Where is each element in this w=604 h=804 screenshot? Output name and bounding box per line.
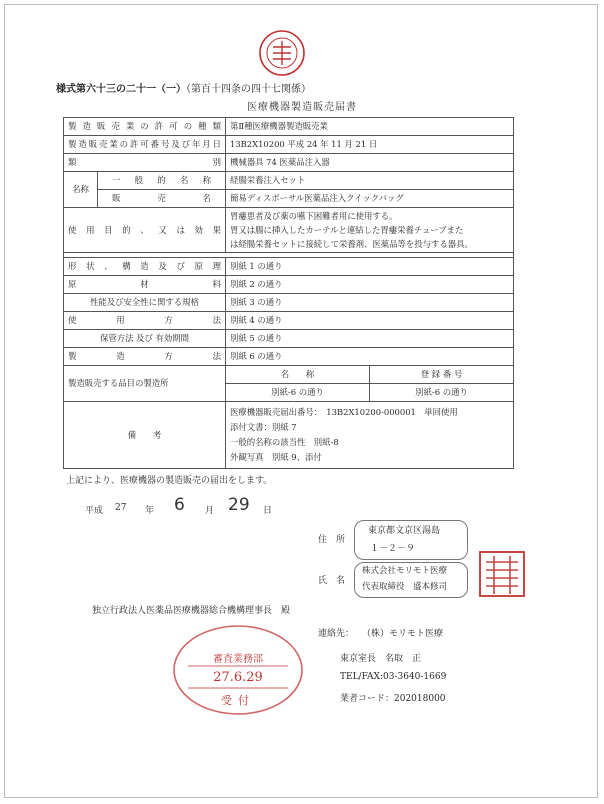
document-title: 医療機器製造販売届書 <box>247 102 357 113</box>
row-generic-name <box>64 172 514 190</box>
permit-number-value: 13B2X10200 平成 24 年 11 月 21 日 <box>226 136 514 154</box>
category-value: 機械器具 74 医薬品注入器 <box>226 154 514 172</box>
usage-label: 使用方法 <box>64 312 226 330</box>
addressee: 独立行政法人医薬品医療機器総合機構理事長 殿 <box>92 606 291 616</box>
form-number: 様式第六十三の二十一（一）（第百十四条の四十七関係） <box>56 84 311 95</box>
name-label: 名称 <box>64 172 98 208</box>
row-manufacturer-header <box>64 366 514 384</box>
representative-name: 代表取締役 盛本修司 <box>362 582 448 592</box>
row-usage <box>64 312 514 330</box>
contact-label: 連絡先： <box>318 629 355 639</box>
row-sales-name <box>64 190 514 208</box>
generic-name-value: 経腸栄養注入セット <box>226 172 514 190</box>
declaration-text: 上記により、医療機器の製造販売の届出をします。 <box>66 476 273 486</box>
purpose-line: 胃瘻患者及び薬の嚥下困難者用に使用する。 <box>230 211 398 221</box>
manufacturing-label: 製造方法 <box>64 348 226 366</box>
purpose-label: 使用目的、又は効果 <box>64 208 226 253</box>
row-shape <box>64 258 514 276</box>
contact-company: （株）モリモト医療 <box>362 629 444 639</box>
purpose-value <box>226 208 514 253</box>
address-line1: 東京都文京区湯島 <box>368 526 441 536</box>
date-month-unit: 月 <box>205 506 215 516</box>
manufacturer-reg-header: 登 録 番 号 <box>370 366 514 384</box>
manufacturer-name-header: 名 称 <box>226 366 370 384</box>
top-seal-stamp <box>256 27 308 79</box>
contact-tel: TEL/FAX:03-3640-1669 <box>340 672 447 682</box>
row-performance <box>64 294 514 312</box>
address-label: 住 所 <box>318 535 346 545</box>
sales-name-label: 販売名 <box>98 190 226 208</box>
storage-label: 保管方法 及び 有効期間 <box>64 330 226 348</box>
date-year: 27 <box>115 503 127 513</box>
stamp-received: 受付 <box>221 694 255 707</box>
address-line2: １－２－９ <box>370 544 416 554</box>
remark-line: 添付文書：別紙 7 <box>230 422 297 432</box>
remarks-value <box>226 402 514 469</box>
remarks-label: 備 考 <box>64 402 226 469</box>
shape-label: 形状、構造及び原理 <box>64 258 226 276</box>
row-permit-number <box>64 136 514 154</box>
permit-number-label: 製造販売業の許可番号及び年月日 <box>64 136 226 154</box>
generic-name-label: 一般的名称 <box>98 172 226 190</box>
row-materials <box>64 276 514 294</box>
date-day: 29 <box>228 495 250 515</box>
date-day-unit: 日 <box>263 506 273 516</box>
storage-value: 別紙 5 の通り <box>226 330 514 348</box>
shape-value: 別紙 1 の通り <box>226 258 514 276</box>
materials-label: 原材料 <box>64 276 226 294</box>
company-name: 株式会社モリモト医療 <box>362 566 448 576</box>
stamp-dept: 審査業務部 <box>213 654 263 665</box>
receipt-stamp <box>170 622 306 718</box>
purpose-line: は経腸栄養セットに接続して栄養剤、医薬品等を投与する器具。 <box>230 239 473 249</box>
category-label: 類 別 <box>64 154 226 172</box>
materials-value: 別紙 2 の通り <box>226 276 514 294</box>
permit-type-label: 製造販売業の許可の種類 <box>64 118 226 136</box>
row-category <box>64 154 514 172</box>
remark-line: 外観写真 別紙 9、添付 <box>230 452 322 462</box>
row-remarks <box>64 402 514 469</box>
remark-line: 医療機器販売届出番号： 13B2X10200-000001 単回使用 <box>230 407 458 417</box>
remark-line: 一般的名称の該当性 別紙-8 <box>230 437 339 447</box>
manufacturer-name-value: 別紙-6 の通り <box>226 384 370 402</box>
company-seal-stamp <box>476 548 530 602</box>
performance-value: 別紙 3 の通り <box>226 294 514 312</box>
manufacturer-label: 製造販売する品目の製造所 <box>64 366 226 402</box>
notification-table <box>63 117 514 469</box>
sales-name-value: 簡易ディスポーサル医薬品注入クイックバッグ <box>226 190 514 208</box>
stamp-date: 27.6.29 <box>213 670 263 685</box>
name-label: 氏 名 <box>318 576 346 586</box>
permit-type-value: 第Ⅱ種医療機器製造販売業 <box>226 118 514 136</box>
date-era: 平成 <box>85 506 104 516</box>
usage-value: 別紙 4 の通り <box>226 312 514 330</box>
row-permit-type <box>64 118 514 136</box>
contact-person: 東京室長 名取 正 <box>340 654 422 664</box>
row-storage <box>64 330 514 348</box>
row-purpose <box>64 208 514 253</box>
performance-label: 性能及び安全性に関する規格 <box>64 294 226 312</box>
manufacturer-reg-value: 別紙-6 の通り <box>370 384 514 402</box>
manufacturing-value: 別紙 6 の通り <box>226 348 514 366</box>
date-month: 6 <box>174 495 185 515</box>
contact-business-code: 業者コード：202018000 <box>340 694 446 704</box>
date-year-unit: 年 <box>145 506 155 516</box>
purpose-line: 胃又は腸に挿入したカーテルと連結した胃瘻栄養チューブまた <box>230 225 464 235</box>
row-manufacturing <box>64 348 514 366</box>
